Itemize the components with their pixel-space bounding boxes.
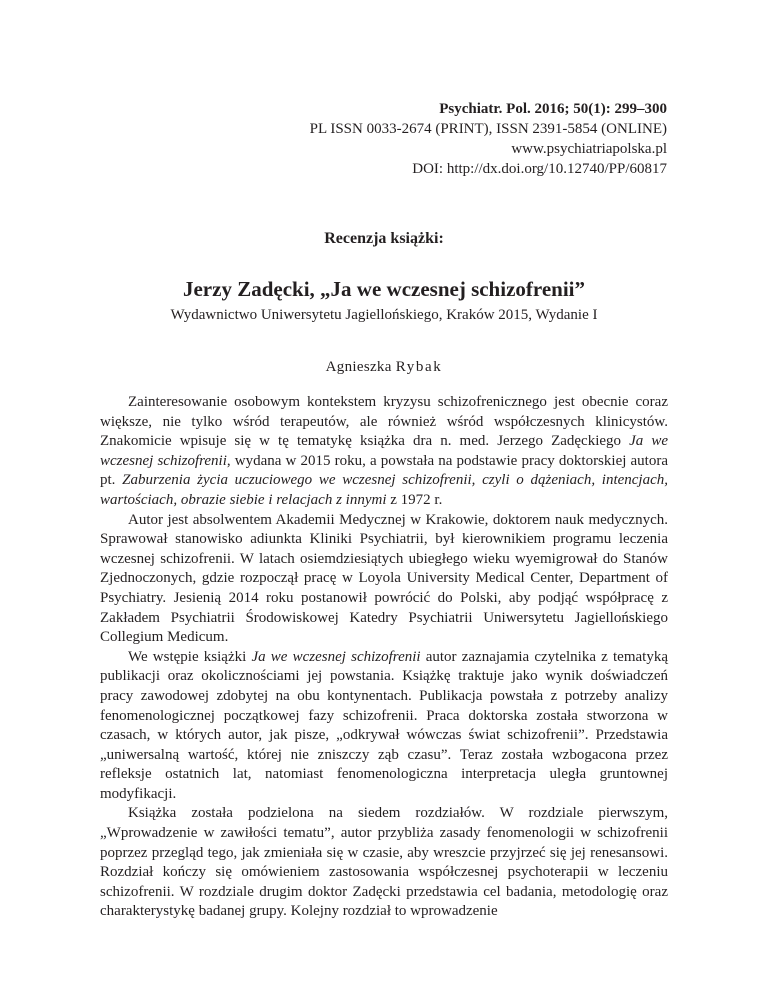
journal-header <box>310 99 667 179</box>
author-name <box>0 359 768 376</box>
paragraph-text: We wstępie książki <box>128 648 252 665</box>
thesis-title-italic: Zaburzenia życia uczuciowego we wczesnej schizofrenii, czyli o dążeniach, intencjach, wartościach, obrazie siebie i relacjach z innymi <box>100 472 668 508</box>
publisher-info: Wydawnictwo Uniwersytetu Jagiellońskiego, Kraków 2015, Wydanie I <box>170 307 598 323</box>
article-body <box>100 393 668 922</box>
paragraph <box>100 648 668 805</box>
paragraph-text: z 1972 r. <box>386 491 443 508</box>
article-title: Jerzy Zadęcki, „Ja we wczesnej schizofrenii” <box>182 277 585 301</box>
journal-website: www.psychiatriapolska.pl <box>511 141 667 157</box>
section-label: Recenzja książki: <box>324 230 444 247</box>
book-title-italic: Ja we wczesnej schizofrenii <box>100 433 668 469</box>
paragraph-text: , wydana w 2015 roku, a powstała na podstawie pracy doktorskiej autora pt. <box>100 452 668 489</box>
issn-line: PL ISSN 0033-2674 (PRINT), ISSN 2391-5854 (ONLINE) <box>309 121 667 137</box>
paragraph-text: autor zaznajamia czytelnika z tematyką publikacji oraz okolicznościami jej powstania. Książkę traktuje jako wynik doświadczeń pracy zawodowej zdobytej na obu kontynentach. Publikacja powstała z potrzeby analizy fenomenologicznej początkowej fazy schizofrenii. Praca doktorska została stworzona w czasach, w których autor, jak pisze, „odkrywał wówczas świat schizofrenii”. Przedstawia „uniwersalną wartość, której nie zniszczy ząb czasu”. Teraz została wzbogacona przez refleksje ostatnich lat, natomiast fenomenologiczna interpretacja uległa gruntownej modyfikacji. <box>100 648 668 802</box>
paragraph-text: Zainteresowanie osobowym kontekstem kryzysu schizofrenicznego jest obecnie coraz większe, nie tylko wśród terapeutów, ale również wśród współczesnych klinicystów. Znakomicie wpisuje się w tę tematykę książka dra n. med. Jerzego Zadęckiego <box>100 394 668 450</box>
author-first-name: Agnieszka <box>325 359 392 375</box>
paragraph <box>100 393 668 511</box>
author-surname: Rybak <box>395 359 443 375</box>
book-title-italic: Ja we wczesnej schizofrenii <box>251 648 421 665</box>
doi-line: DOI: http://dx.doi.org/10.12740/PP/60817 <box>412 161 667 177</box>
paragraph: Książka została podzielona na siedem rozdziałów. W rozdziale pierwszym, „Wprowadzenie w zawiłości tematu”, autor przybliża zasady fenomenologii w schizofrenii poprzez przegląd tego, jak zmieniała się w czasie, aby wreszcie przyjrzeć się jej renesansowi. Rozdział kończy się omówieniem zastosowania współczesnej psychoterapii w leczeniu schizofrenii. W rozdziale drugim doktor Zadęcki przedstawia cel badania, metodologię oraz charakterystykę badanej grupy. Kolejny rozdział to wprowadzenie <box>100 805 668 920</box>
journal-citation: Psychiatr. Pol. 2016; 50(1): 299–300 <box>439 101 667 117</box>
paragraph: Autor jest absolwentem Akademii Medycznej w Krakowie, doktorem nauk medycznych. Sprawował stanowisko adiunkta Kliniki Psychiatrii, był kierownikiem programu leczenia wczesnej schizofrenii. W latach osiemdziesiątych ubiegłego wieku wyemigrował do Stanów Zjednoczonych, gdzie rozpoczął pracę w Loyola University Medical Center, Department of Psychiatry. Jesienią 2014 roku postanowił powrócić do Polski, aby podjąć współpracę z Zakładem Psychiatrii Środowiskowej Katedry Psychiatrii Uniwersytetu Jagiellońskiego Collegium Medicum. <box>100 511 668 646</box>
